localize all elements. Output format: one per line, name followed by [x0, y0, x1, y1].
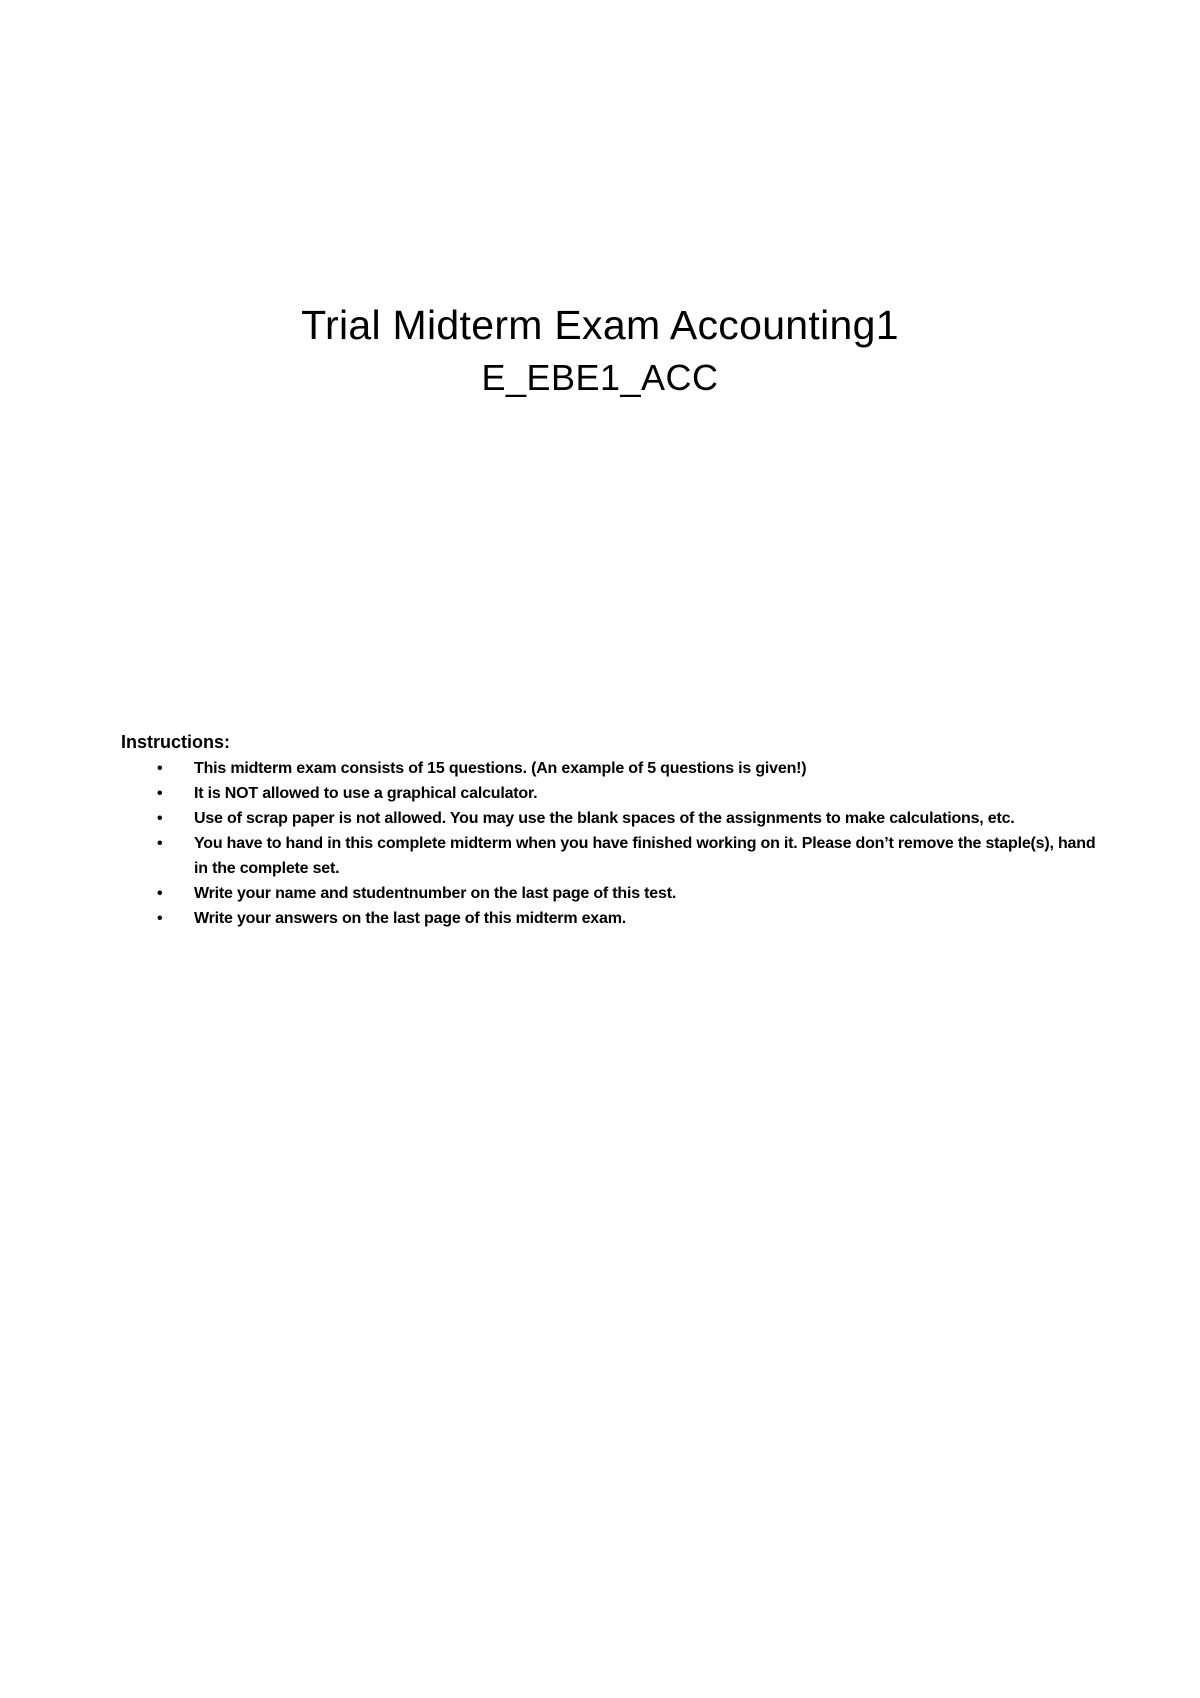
instruction-text: You have to hand in this complete midterm when you have finished working on it. Please don’t remove the staple(s), hand in the complete set. — [194, 835, 1096, 877]
instructions-list — [121, 756, 1101, 931]
list-item — [121, 806, 1101, 831]
instruction-text: Use of scrap paper is not allowed. You may use the blank spaces of the assignments to make calculations, etc. — [194, 810, 1015, 827]
list-item — [121, 756, 1101, 781]
list-item — [121, 831, 1101, 881]
course-code: E_EBE1_ACC — [481, 357, 719, 398]
instruction-text: This midterm exam consists of 15 questions. (An example of 5 questions is given!) — [194, 760, 807, 777]
instructions-heading: Instructions: — [121, 732, 231, 752]
bullet-icon: • — [157, 835, 163, 852]
instruction-text: It is NOT allowed to use a graphical calculator. — [194, 785, 538, 802]
bullet-icon: • — [157, 885, 163, 902]
list-item — [121, 906, 1101, 931]
bullet-icon: • — [157, 760, 163, 777]
instruction-text: Write your answers on the last page of this midterm exam. — [194, 910, 626, 927]
bullet-icon: • — [157, 785, 163, 802]
list-item — [121, 781, 1101, 806]
list-item — [121, 881, 1101, 906]
document-title: Trial Midterm Exam Accounting1 — [301, 302, 899, 348]
instructions-section — [121, 728, 1101, 931]
instruction-text: Write your name and studentnumber on the last page of this test. — [194, 885, 677, 902]
title-block — [0, 296, 1200, 402]
bullet-icon: • — [157, 910, 163, 927]
bullet-icon: • — [157, 810, 163, 827]
